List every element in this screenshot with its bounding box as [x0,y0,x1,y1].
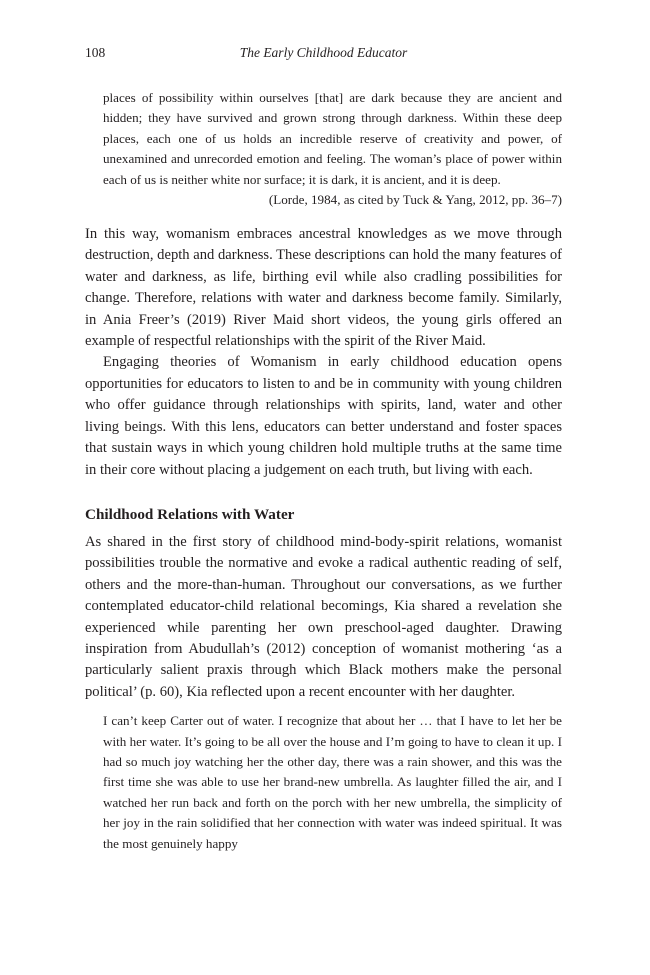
block-quote-lorde: places of possibility within ourselves [that] are dark because they are ancient and hidden; they have survived and grown strong through darkness. Within these deep places, each one of us holds an incredible reserve of creativity and power, of unexamined and unrecorded emotion and feeling. The woman’s place of power within each of us is neither white nor surface; it is dark, it is ancient, and it is deep. [103,90,562,187]
page-body [85,88,562,854]
running-title: The Early Childhood Educator [239,45,408,60]
block-quote-kia: I can’t keep Carter out of water. I recognize that about her … that I have to let her be with her water. It’s going to be all over the house and I’m going to have to clean it up. I had so much joy watching her the other day, there was a rain shower, and this was the first time she was able to use her brand-new umbrella. As laughter filled the air, and I watched her run back and forth on the porch with her new umbrella, the simplicity of her joy in the rain solidified that her connection with water was indeed spiritual. It was the most genuinely happy [103,713,562,851]
running-head [85,45,562,65]
paragraph-womanism: In this way, womanism embraces ancestral knowledges as we move through destruction, depth and darkness. These descriptions can hold the many features of water and darkness, as life, birthing evil while also cradling possibilities for change. Therefore, relations with water and darkness become family. Similarly, in Ania Freer’s (2019) River Maid short videos, the young girls offered an example of respectful relationships with the spirit of the River Maid. [85,226,562,350]
paragraph-childhood-relations: As shared in the first story of childhood mind-body-spirit relations, womanist possibilities trouble the normative and evoke a radical authentic reading of self, others and the more-than-human. Throughout our conversations, as we further contemplated educator-child relational becomings, Kia shared a revelation she experienced while parenting her own preschool-aged daughter. Drawing inspiration from Abudullah’s (2012) conception of womanist mothering ‘as a particularly salient praxis through which Black mothers make the personal political’ (p. 60), Kia reflected upon a recent encounter with her daughter. [85,533,562,700]
section-heading: Childhood Relations with Water [85,505,295,523]
page-number: 108 [85,45,106,60]
paragraph-engaging-theories: Engaging theories of Womanism in early childhood education opens opportunities for educators to listen to and be in community with young children who offer guidance through relationships with spirits, land, water and other living beings. With this lens, educators can better understand and foster spaces that sustain ways in which young children hold multiple truths at the same time in their core without placing a judgement on each truth, but living with each. [85,354,562,478]
quote-citation: (Lorde, 1984, as cited by Tuck & Yang, 2012, pp. 36–7) [268,192,562,208]
